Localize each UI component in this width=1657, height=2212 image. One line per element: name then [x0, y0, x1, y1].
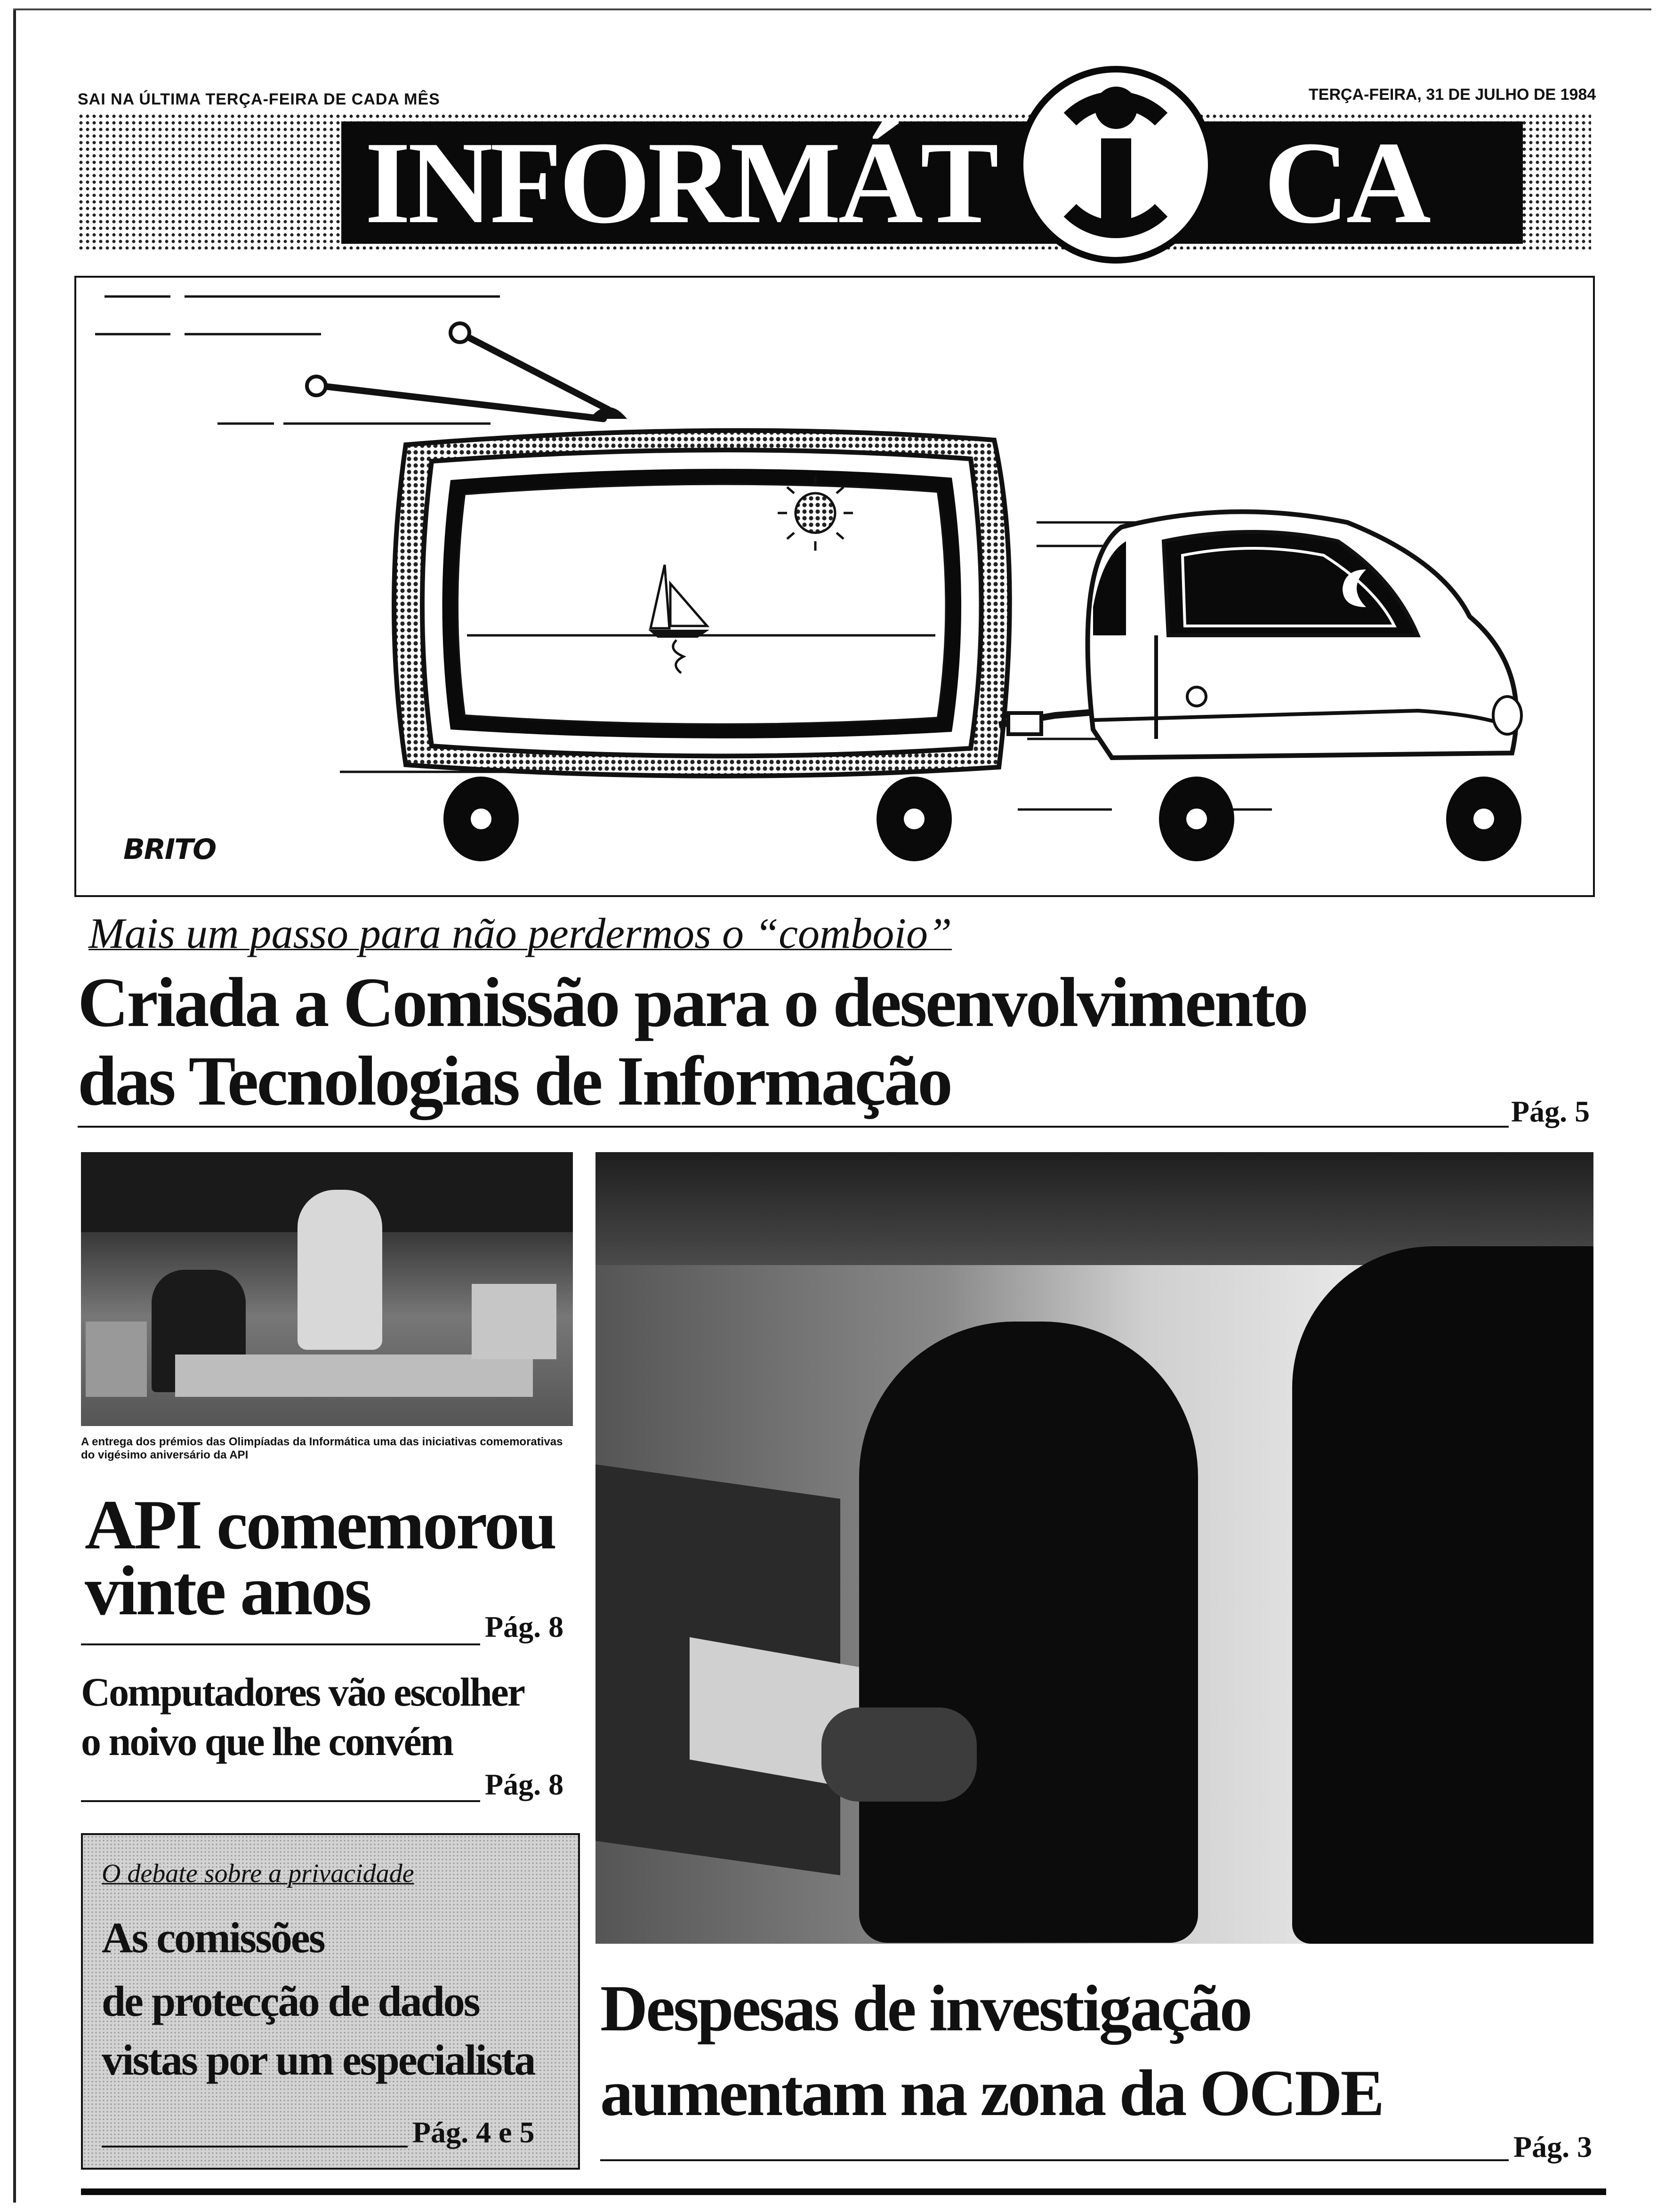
- computers-page-ref: Pág. 8: [485, 1768, 564, 1801]
- logo-dot: [1095, 87, 1137, 129]
- issue-date: TERÇA-FEIRA, 31 DE JULHO DE 1984: [1309, 86, 1596, 104]
- lead-headline-line2: das Tecnologias de Informação: [78, 1042, 951, 1120]
- computer-users-photo: [595, 1152, 1593, 1944]
- cartoon-frame: [74, 276, 1595, 897]
- photo-table: [175, 1354, 533, 1397]
- computers-rule: [81, 1800, 480, 1802]
- privacy-headline-line2: de protecção de dados: [102, 1977, 479, 2025]
- cartoonist-signature: BRITO: [123, 833, 216, 866]
- ocde-headline-line2: aumentam na zona da OCDE: [600, 2057, 1383, 2130]
- api-photo-caption: A entrega dos prémios das Olimpíadas da Informática uma das iniciativas comemorativas do vigésimo aniversário da API: [81, 1435, 563, 1461]
- api-awards-photo: [81, 1152, 573, 1426]
- ocde-rule: [600, 2159, 1509, 2161]
- api-headline-line1: API comemorou: [85, 1486, 555, 1564]
- computers-headline-line1: Computadores vão escolher: [81, 1669, 524, 1715]
- privacy-page-ref: Pág. 4 e 5: [412, 2116, 535, 2149]
- photo-hands: [821, 1707, 977, 1802]
- photo-standing-figure: [298, 1190, 382, 1350]
- lead-rule: [78, 1126, 1509, 1128]
- masthead-title-left: INFORMÁT: [365, 118, 996, 248]
- api-page-ref: Pág. 8: [485, 1610, 564, 1643]
- bottom-rule: [81, 2188, 1606, 2195]
- photo-woman-silhouette: [859, 1322, 1198, 1943]
- ocde-page-ref: Pág. 3: [1513, 2130, 1593, 2164]
- page-top-border: [13, 8, 1651, 10]
- privacy-headline-line3: vistas por um especialista: [102, 2036, 535, 2084]
- masthead-title-right: CA: [1264, 118, 1429, 248]
- lead-headline-line1: Criada a Comissão para o desenvolvimento: [78, 963, 1307, 1042]
- cartoon-drawing: [76, 278, 1593, 895]
- privacy-rule: [102, 2146, 408, 2148]
- api-rule: [81, 1643, 480, 1645]
- lead-page-ref: Pág. 5: [1511, 1095, 1590, 1128]
- lead-kicker: Mais um passo para não perdermos o “comboio”: [88, 909, 952, 957]
- publication-frequency: SAI NA ÚLTIMA TERÇA-FEIRA DE CADA MÊS: [78, 90, 440, 108]
- privacy-box: [81, 1833, 580, 2170]
- page-left-border: [13, 9, 16, 2203]
- photo-man-silhouette: [1292, 1246, 1593, 1944]
- logo-stem: [1101, 138, 1131, 232]
- photo-computer-left: [86, 1322, 147, 1397]
- privacy-kicker: O debate sobre a privacidade: [102, 1859, 414, 1888]
- photo-computer-right: [472, 1284, 556, 1359]
- api-headline-line2: vinte anos: [85, 1552, 370, 1630]
- computers-headline-line2: o noivo que lhe convém: [81, 1719, 453, 1764]
- ocde-headline-line1: Despesas de investigação: [600, 1972, 1251, 2045]
- privacy-headline-line1: As comissões: [102, 1914, 324, 1962]
- masthead-logo: [1017, 66, 1215, 264]
- masthead-banner: [78, 113, 1591, 249]
